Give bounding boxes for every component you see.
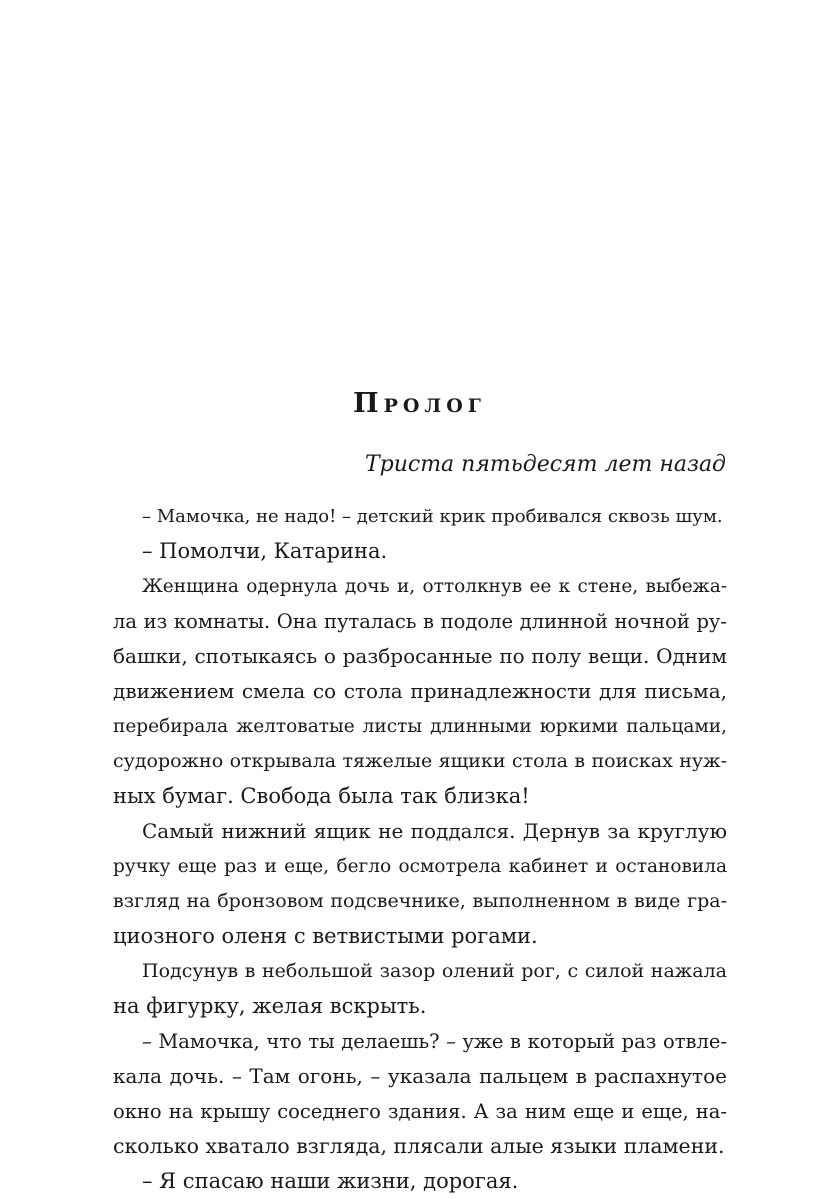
- text-line: ных бумаг. Свобода была так близка!: [113, 784, 530, 808]
- text-line: башки, спотыкаясь о разбросанные по полу вещи. Одним: [113, 644, 727, 668]
- text-line: окно на крышу соседнего здания. А за ним еще и еще, на-: [113, 1100, 727, 1123]
- text-line: Подсунув в небольшой зазор олений рог, с силой нажала: [142, 960, 727, 982]
- chapter-epigraph: Триста пятьдесят лет назад: [364, 452, 726, 477]
- body-text: [113, 499, 727, 1199]
- paragraph: [113, 814, 727, 954]
- text-line: судорожно открывала тяжелые ящики стола в поисках нуж-: [113, 750, 727, 772]
- text-line: Самый нижний ящик не поддался. Дернув за круглую: [142, 819, 727, 843]
- paragraph: [113, 954, 727, 1024]
- text-line: взгляд на бронзовом подсвечнике, выполненном в виде гра-: [113, 890, 727, 912]
- text-line: Женщина одернула дочь и, оттолкнув ее к стене, выбежа-: [142, 576, 727, 597]
- text-line: – Помолчи, Катарина.: [142, 539, 388, 563]
- paragraph: [113, 499, 727, 534]
- chapter-title: Пролог: [353, 388, 486, 419]
- text-line: циозного оленя с ветвистыми рогами.: [113, 924, 538, 948]
- text-line: ла из комнаты. Она путалась в подоле длинной ночной ру-: [113, 610, 727, 633]
- text-line: сколько хватало взгляда, плясали алые языки пламени.: [113, 1134, 725, 1158]
- text-line: движением смела со стола принадлежности для письма,: [113, 679, 727, 703]
- paragraph: [113, 1164, 727, 1199]
- paragraph: [113, 1024, 727, 1164]
- text-line: перебирала желтоватые листы длинными юркими пальцами,: [113, 716, 727, 737]
- text-line: – Я спасаю наши жизни, дорогая.: [142, 1169, 519, 1193]
- text-line: – Мамочка, что ты делаешь? – уже в который раз отвле-: [142, 1030, 727, 1053]
- text-line: кала дочь. – Там огонь, – указала пальцем в распахнутое: [113, 1064, 727, 1088]
- text-line: на фигурку, желая вскрыть.: [113, 994, 427, 1018]
- paragraph: [113, 534, 727, 569]
- paragraph: [113, 569, 727, 814]
- text-line: ручку еще раз и еще, бегло осмотрела кабинет и остановила: [113, 856, 727, 877]
- text-line: – Мамочка, не надо! – детский крик пробивался сквозь шум.: [142, 506, 723, 527]
